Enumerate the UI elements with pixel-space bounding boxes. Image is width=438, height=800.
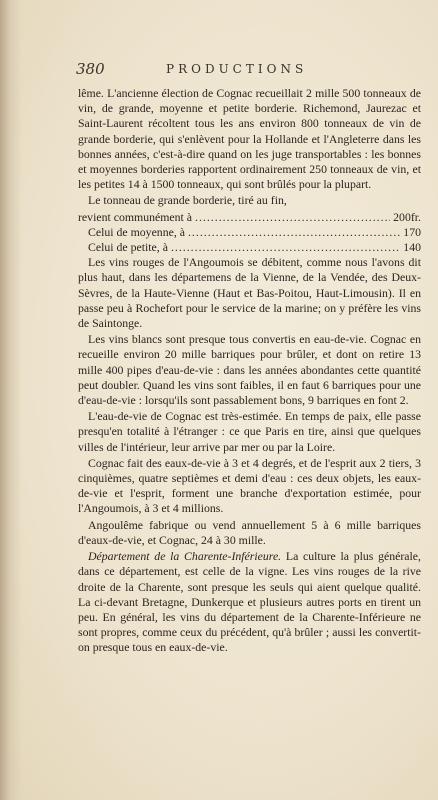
price-row-moyenne: [78, 225, 421, 240]
price-row-grande: [78, 210, 421, 225]
price-value: 200fr.: [393, 209, 421, 224]
paragraph-6: Cognac fait des eaux-de-vie à 3 et 4 degrés, et de l'esprit aux 2 tiers, 3 cinquièmes, quatre septièmes et demi d'eau : ces deux objets, les eaux-de-vie et l'esprit, forment une branche d'exportation estimée, pour l'Angoumois, à 3 et 4 millions.: [78, 455, 421, 516]
price-value: 170: [403, 224, 421, 239]
paragraph-3: Les vins rouges de l'Angoumois se débitent, comme nous l'avons dit plus haut, dans les départemens de la Vienne, de la Vendée, des Deux-Sèvres, de la Haute-Vienne (Haut et Bas-Poitou, Haut-Limousin). Il en passe peu à Rochefort pour le service de la marine; on y préfère les vins de Saintonge.: [78, 255, 421, 331]
page-gutter-shadow: [0, 0, 22, 800]
price-label: Celui de petite, à: [88, 240, 168, 255]
price-label: Celui de moyenne, à: [88, 224, 185, 239]
body-text: [78, 86, 421, 657]
leader-dots: [188, 225, 400, 240]
paragraph-4: Les vins blancs sont presque tous convertis en eau-de-vie. Cognac en recueille environ 20 mille barriques pour brûler, et dont on retire 13 mille 400 pipes d'eau-de-vie : dans les années abondantes cette quantité peut doubler. Quand les vins sont faibles, il en faut 6 barriques pour une d'eau-de-vie : lorsqu'ils sont passablement bons, 9 barriques en font 2.: [78, 332, 421, 408]
section-heading: Département de la Charente-Inférieure.: [88, 549, 282, 564]
paragraph-8-text: La culture la plus générale, dans ce département, est celle de la vigne. Les vins rouges de la rive droite de la Charente, sont presque les seuls qui aient quelque qualité. La ci-devant Bretagne, Dunkerque et plusieurs autres ports en tirent un peu. En général, les vins du département de la Charente-Inférieure ne sont propres, comme ceux du précédent, qu'à brûler ; aussi les convertit-on presque tous en eaux-de-vie.: [78, 549, 421, 655]
price-label: revient communément à: [78, 209, 192, 224]
leader-dots: [171, 240, 400, 255]
price-value: 140: [403, 240, 421, 255]
price-row-petite: [78, 240, 421, 255]
paragraph-8: [78, 549, 421, 655]
paragraph-1: lême. L'ancienne élection de Cognac recueillait 2 mille 500 tonneaux de vin, de grande, moyenne et petite borderie. Richemond, Jaurezac et Saint-Laurent récoltent tous les ans environ 800 tonneaux de vin de grande borderie, qui s'enlèvent pour la Hollande et l'Angleterre dans les bonnes années, c'est-à-dire quand on les juge transportables : les bonnes et moyennes borderies rapportent ordinairement 250 tonneaux de vin, et les petites 14 à 1500 tonneaux, qui sont brûlés pour la plupart.: [78, 86, 421, 192]
page-number: 380: [76, 60, 105, 78]
running-title: PRODUCTIONS: [166, 62, 308, 76]
paragraph-5: L'eau-de-vie de Cognac est très-estimée. En temps de paix, elle passe presqu'en totalité à l'étranger : ce que Paris en tire, ainsi que quelques villes de l'intérieur, leur arrive par mer ou par la Loire.: [78, 409, 421, 454]
leader-dots: [195, 210, 390, 225]
paragraph-7: Angoulême fabrique ou vend annuellement 5 à 6 mille barriques d'eaux-de-vie, et Cognac, 24 à 30 mille.: [78, 517, 421, 547]
paragraph-2: Le tonneau de grande borderie, tiré au fin,: [88, 193, 287, 208]
running-head: [76, 60, 416, 80]
